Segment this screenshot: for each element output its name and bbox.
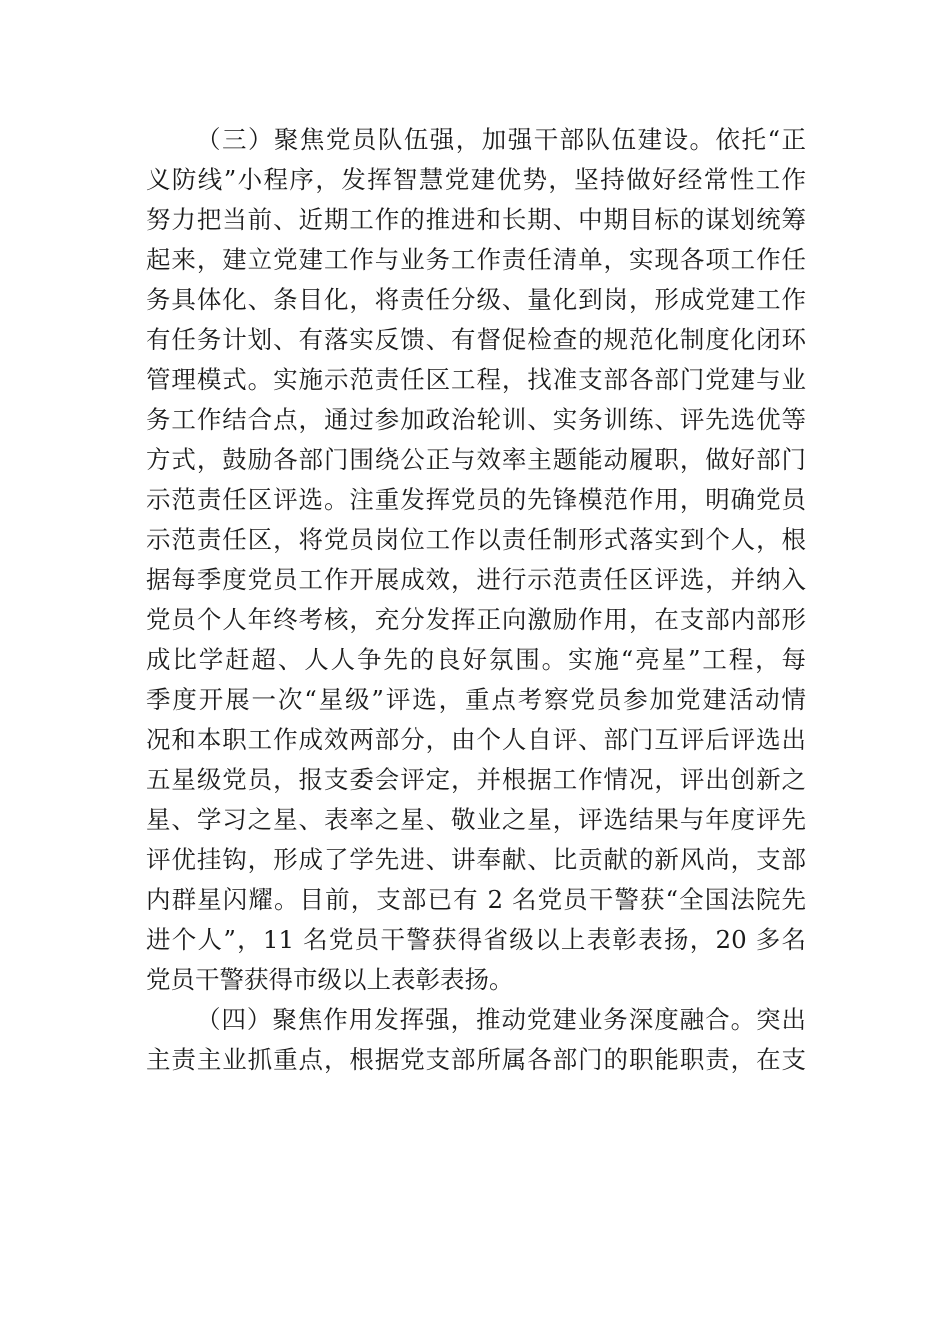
text-line: 五星级党员，报支委会评定，并根据工作情况，评出创新之 <box>146 765 806 794</box>
text-line: 内群星闪耀。目前，支部已有 2 名党员干警获“全国法院先 <box>146 885 806 914</box>
text-line: 成比学赶超、人人争先的良好氛围。实施“亮星”工程，每 <box>146 645 806 674</box>
text-line: （四）聚焦作用发挥强，推动党建业务深度融合。突出 <box>196 1005 806 1034</box>
text-line: 党员干警获得市级以上表彰表扬。 <box>146 965 514 994</box>
paragraph <box>146 120 806 1000</box>
text-line: 起来，建立党建工作与业务工作责任清单，实现各项工作任 <box>146 245 806 274</box>
text-line: 示范责任区评选。注重发挥党员的先锋模范作用，明确党员 <box>146 485 806 514</box>
text-line: 有任务计划、有落实反馈、有督促检查的规范化制度化闭环 <box>146 325 806 354</box>
text-line: 主责主业抓重点，根据党支部所属各部门的职能职责，在支 <box>146 1045 806 1074</box>
text-line: 义防线”小程序，发挥智慧党建优势，坚持做好经常性工作 <box>146 165 806 194</box>
text-line: 评优挂钩，形成了学先进、讲奉献、比贡献的新风尚，支部 <box>146 845 806 874</box>
paragraph <box>146 1000 806 1080</box>
text-line: 务工作结合点，通过参加政治轮训、实务训练、评先选优等 <box>146 405 806 434</box>
text-line: 示范责任区，将党员岗位工作以责任制形式落实到个人，根 <box>146 525 806 554</box>
text-line: 努力把当前、近期工作的推进和长期、中期目标的谋划统筹 <box>146 205 806 234</box>
text-line: 进个人”，11 名党员干警获得省级以上表彰表扬，20 多名 <box>146 925 806 954</box>
text-line: 据每季度党员工作开展成效，进行示范责任区评选，并纳入 <box>146 565 806 594</box>
text-line: 方式，鼓励各部门围绕公正与效率主题能动履职，做好部门 <box>146 445 806 474</box>
text-line: 星、学习之星、表率之星、敬业之星，评选结果与年度评先 <box>146 805 806 834</box>
text-line: 况和本职工作成效两部分，由个人自评、部门互评后评选出 <box>146 725 806 754</box>
text-line: 管理模式。实施示范责任区工程，找准支部各部门党建与业 <box>146 365 806 394</box>
text-line: 务具体化、条目化，将责任分级、量化到岗，形成党建工作 <box>146 285 806 314</box>
text-line: 季度开展一次“星级”评选，重点考察党员参加党建活动情 <box>146 685 806 714</box>
document-body <box>146 120 806 1080</box>
text-line: 党员个人年终考核，充分发挥正向激励作用，在支部内部形 <box>146 605 806 634</box>
text-line: （三）聚焦党员队伍强，加强干部队伍建设。依托“正 <box>196 125 806 154</box>
